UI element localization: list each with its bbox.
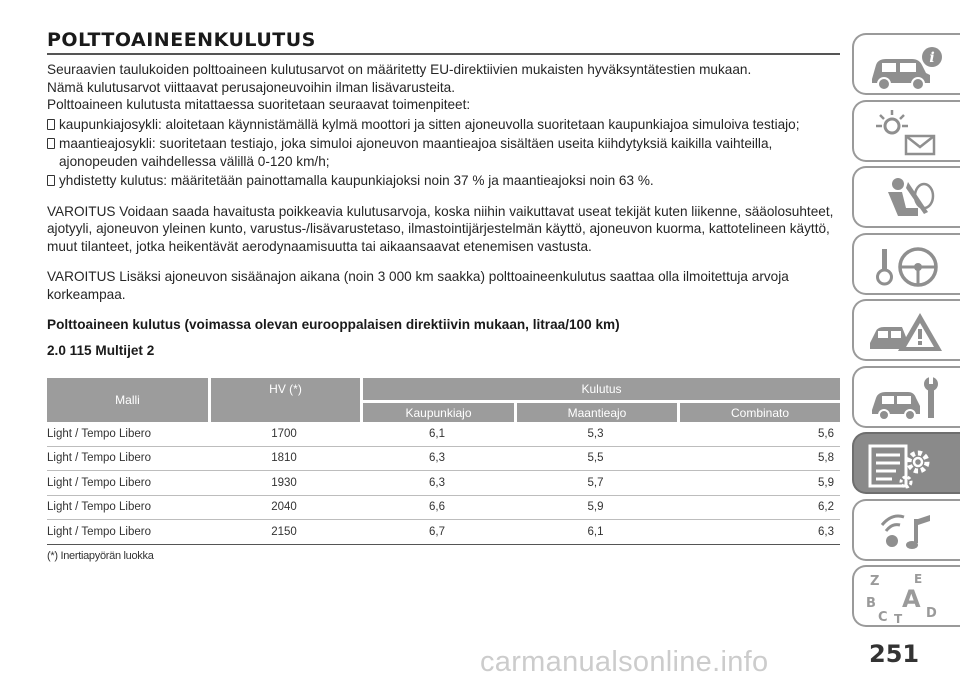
tab-maintenance[interactable] [852,366,960,428]
intro-line-1: Seuraavien taulukoiden polttoaineen kulutusarvot on määritetty EU-direktiivien mukaisten hyväksyntätestien mukaan. [47,62,752,77]
tech-data-gear-icon [862,438,952,492]
car-wrench-icon [862,372,952,426]
index-letter-c: C [878,610,888,625]
checkbox-bullet-icon [47,119,55,130]
page-number: 251 [869,640,920,668]
tab-index[interactable] [852,565,960,627]
tab-dashboard-lights[interactable] [852,100,960,162]
index-letter-a: A [902,585,921,613]
cell-city: 6,6 [360,496,514,521]
header-hv: HV (*) [208,378,360,422]
intro-line-2: Nämä kulutusarvot viittaavat perusajoneuvoihin ilman lisävarusteita. [47,79,456,95]
chapter-tabs [852,33,960,632]
cell-city: 6,3 [360,447,514,472]
table-row [47,496,840,521]
tab-emergency[interactable] [852,299,960,361]
cell-highway: 6,1 [514,520,677,545]
table-row [47,447,840,472]
alphabetical-index-icon [862,571,952,625]
table-title: Polttoaineen kulutus (voimassa olevan eurooppalaisen direktiivin mukaan, litraa/100 km) [47,317,620,332]
header-model: Malli [47,378,208,422]
seat-airbag-icon [862,172,952,226]
cell-highway: 5,9 [514,496,677,521]
index-letter-d: D [926,606,937,621]
section-title: POLTTOAINEENKULUTUS [47,29,316,51]
cell-highway: 5,5 [514,447,677,472]
cell-hv: 2150 [208,520,360,545]
cell-model: Light / Tempo Libero [47,447,208,472]
tab-starting-driving[interactable] [852,233,960,295]
title-divider [47,53,840,55]
cell-hv: 1810 [208,447,360,472]
checkbox-bullet-icon [47,175,55,186]
fuel-consumption-table [47,378,840,545]
header-highway: Maantieajo [514,400,677,422]
header-consumption-group: Kulutus [360,378,840,400]
table-row [47,422,840,447]
cell-combined: 5,9 [677,471,840,496]
index-letter-z: Z [870,574,880,589]
header-combined: Combinato [677,400,840,422]
cell-city: 6,1 [360,422,514,447]
bullet-combined: yhdistetty kulutus: määritetään painottamalla kaupunkiajoksi noin 37 % ja maantieajoksi noin 63 %. [47,172,840,190]
table-row [47,471,840,496]
svg-text:i: i [929,50,935,66]
cell-model: Light / Tempo Libero [47,471,208,496]
car-info-icon [862,39,952,93]
bullet-highway-cycle: maantieajosykli: suoritetaan testiajo, joka simuloi ajoneuvon maantieajoa sisältäen useita kiihdytyksiä kaikilla vaihteilla, ajonopeuden vaihdellessa välillä 0-120 km/h; [47,135,840,170]
cell-city: 6,3 [360,471,514,496]
cell-hv: 2040 [208,496,360,521]
cell-hv: 1700 [208,422,360,447]
header-city: Kaupunkiajo [360,400,514,422]
cell-model: Light / Tempo Libero [47,496,208,521]
watermark: carmanualsonline.info [480,646,769,678]
index-letter-t: T [894,612,903,625]
cell-hv: 1930 [208,471,360,496]
tab-technical-data[interactable] [852,432,960,494]
tab-safety[interactable] [852,166,960,228]
cell-model: Light / Tempo Libero [47,422,208,447]
cell-combined: 5,6 [677,422,840,447]
index-letter-e: E [914,572,923,586]
steering-wheel-key-icon [862,239,952,293]
warning-paragraph-2: VAROITUS Lisäksi ajoneuvon sisäänajon aikana (noin 3 000 km saakka) polttoaineenkulutus saattaa olla ilmoitettuja arvoja korkeampaa. [47,269,789,302]
cell-highway: 5,7 [514,471,677,496]
cell-highway: 5,3 [514,422,677,447]
cell-model: Light / Tempo Libero [47,520,208,545]
tab-multimedia[interactable] [852,499,960,561]
tab-car-info[interactable] [852,33,960,95]
table-footnote: (*) Inertiapyörän luokka [47,549,154,562]
index-letter-b: B [866,596,876,611]
cell-city: 6,7 [360,520,514,545]
table-row [47,520,840,545]
warning-triangle-car-icon [862,305,952,359]
checkbox-bullet-icon [47,138,55,149]
page-content [47,28,840,562]
bullet-city-cycle: kaupunkiajosykli: aloitetaan käynnistämällä kylmä moottori ja sitten ajoneuvolla suoritetaan kaupunkiajoa simuloiva testiajo; [47,116,840,134]
engine-label: 2.0 115 Multijet 2 [47,342,155,358]
cell-combined: 5,8 [677,447,840,472]
cell-combined: 6,2 [677,496,840,521]
intro-line-3: Polttoaineen kulutusta mitattaessa suoritetaan seuraavat toimenpiteet: [47,97,471,112]
multimedia-icon [862,505,952,559]
dashboard-lights-icon [862,106,952,160]
cell-combined: 6,3 [677,520,840,545]
warning-paragraph-1: VAROITUS Voidaan saada havaitusta poikkeavia kulutusarvoja, koska niihin vaikuttavat useat tekijät kuten liikenne, sääolosuhteet, ajotyyli, ajoneuvon yleinen kunto, varustus-/lisävarustetaso, ilmastointijärjestelmän käyttö, ajoneuvon kuorma, kattotelineen käyttö, muut tilanteet, jotka heikentävät aerodynaamisuutta tai aikaansaavat etenemisen vastusta. [47,203,834,254]
